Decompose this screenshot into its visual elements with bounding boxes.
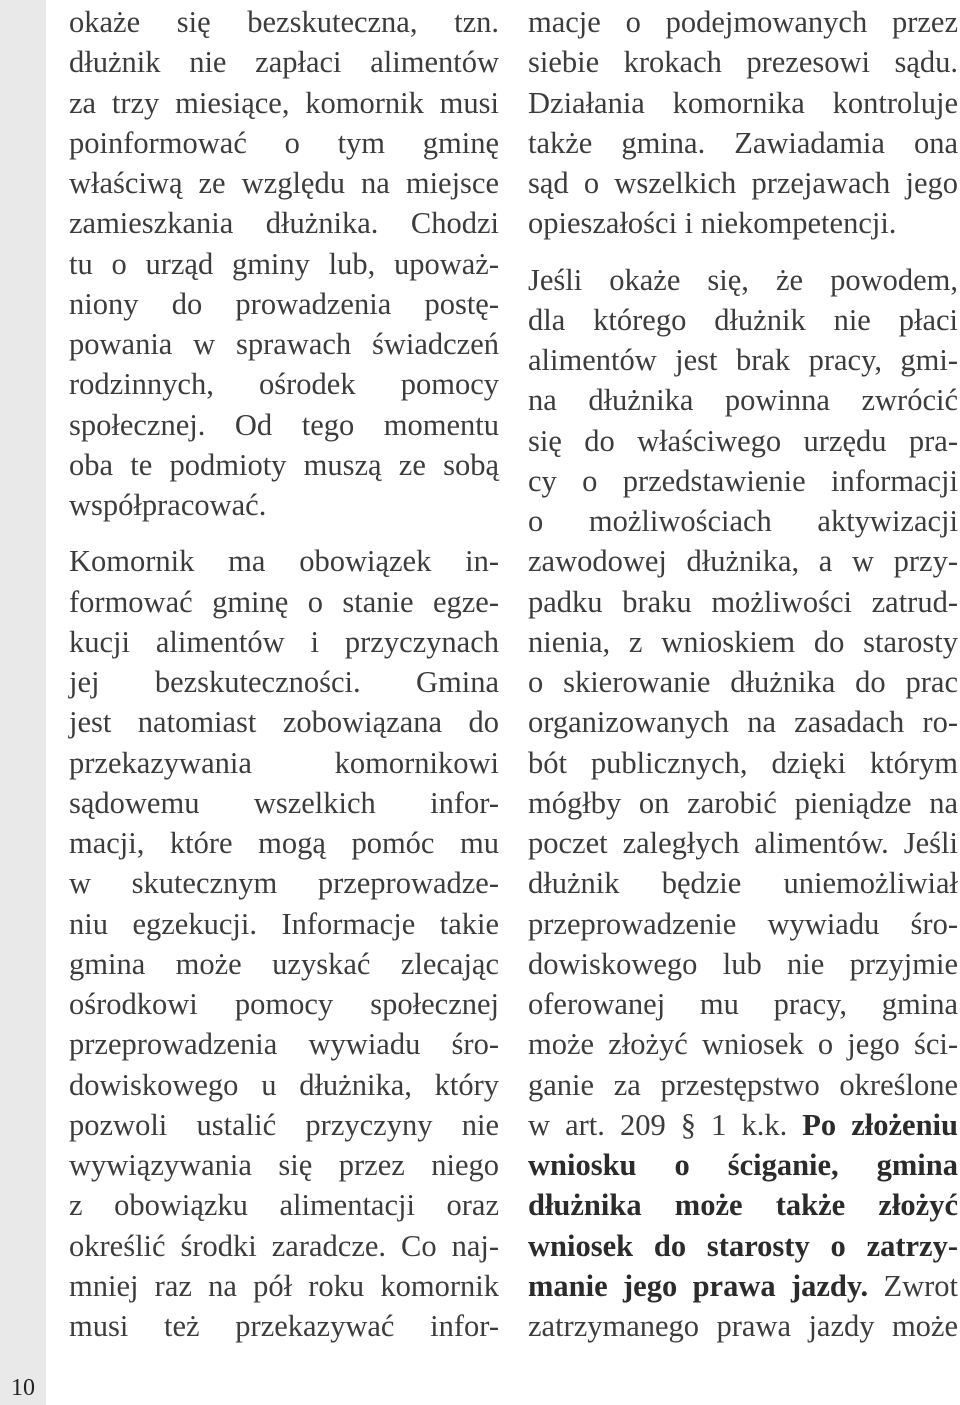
text-segment: w art. 209 § 1 k.k. bbox=[528, 1107, 788, 1142]
text-line: powania w sprawach świadczeń bbox=[69, 327, 499, 361]
bold-text: dłużnika może także złożyć bbox=[528, 1188, 958, 1223]
text-line: dłużnik będzie uniemożliwiał bbox=[528, 866, 958, 901]
right-text-column bbox=[528, 2, 958, 1346]
page-margin-strip bbox=[0, 0, 46, 1405]
text-line: przeprowadzenia wywiadu śro- bbox=[69, 1027, 499, 1062]
text-line: pozwoli ustalić przyczyny nie bbox=[69, 1107, 499, 1142]
text-line: dłużnik nie zapłaci alimentów bbox=[69, 45, 499, 80]
text-line bbox=[528, 1185, 958, 1225]
text-line: wywiązywania się przez niego bbox=[69, 1148, 499, 1182]
text-line: cy o przedstawienie informacji bbox=[528, 463, 958, 498]
text-line: macje o podejmowanych przez bbox=[528, 5, 958, 39]
text-line bbox=[528, 1226, 958, 1266]
text-line: ośrodkowi pomocy społecznej bbox=[69, 987, 499, 1021]
text-line: musi też przekazywać infor- bbox=[69, 1309, 499, 1343]
text-line: przekazywania komornikowi bbox=[69, 745, 499, 780]
text-line: zamieszkania dłużnika. Chodzi bbox=[69, 206, 499, 241]
text-line: mógłby on zarobić pieniądze na bbox=[528, 785, 958, 820]
text-line: dowiskowego u dłużnika, który bbox=[69, 1067, 499, 1102]
text-line: nienia, z wnioskiem do starosty bbox=[528, 624, 958, 659]
left-text-column bbox=[69, 2, 499, 1346]
text-line: dla którego dłużnik nie płaci bbox=[528, 302, 958, 337]
text-line: zatrzymanego prawa jazdy może bbox=[528, 1309, 958, 1343]
text-line: rodzinnych, ośrodek pomocy bbox=[69, 367, 499, 402]
text-line: społecznej. Od tego momentu bbox=[69, 407, 499, 442]
text-line: za trzy miesiące, komornik musi bbox=[69, 85, 499, 120]
text-line: Działania komornika kontroluje bbox=[528, 85, 958, 120]
text-line: w skutecznym przeprowadze- bbox=[69, 866, 499, 901]
text-line bbox=[528, 1266, 958, 1306]
text-line: dowiskowego lub nie przyjmie bbox=[528, 946, 958, 981]
text-line: o skierowanie dłużnika do prac bbox=[528, 665, 958, 699]
text-line: właściwą ze względu na miejsce bbox=[69, 166, 499, 200]
text-line: się do właściwego urzędu pra- bbox=[528, 423, 958, 458]
text-line: ganie za przestępstwo określone bbox=[528, 1067, 958, 1102]
text-line: bót publicznych, dzięki którym bbox=[528, 745, 958, 780]
text-line: tu o urząd gminy lub, upoważ- bbox=[69, 246, 499, 281]
text-line: sądowemu wszelkich infor- bbox=[69, 785, 499, 820]
text-line: niu egzekucji. Informacje takie bbox=[69, 906, 499, 941]
page-number: 10 bbox=[11, 1375, 35, 1401]
text-line: padku braku możliwości zatrud- bbox=[528, 584, 958, 619]
text-line: siebie krokach prezesowi sądu. bbox=[528, 45, 958, 80]
text-line: jest natomiast zobowiązana do bbox=[69, 705, 499, 740]
text-line: okaże się bezskuteczna, tzn. bbox=[69, 5, 499, 39]
text-line: może złożyć wniosek o jego ści- bbox=[528, 1027, 958, 1062]
text-segment: Zwrot bbox=[883, 1268, 958, 1303]
text-line: oba te podmioty muszą ze sobą bbox=[69, 447, 499, 482]
text-line bbox=[528, 1145, 958, 1185]
text-line: poczet zaległych alimentów. Jeśli bbox=[528, 826, 958, 860]
text-line: opieszałości i niekompetencji. bbox=[528, 206, 897, 241]
text-line: współpracować. bbox=[69, 488, 267, 522]
text-line: oferowanej mu pracy, gmina bbox=[528, 987, 958, 1021]
text-line: kucji alimentów i przyczynach bbox=[69, 624, 499, 659]
text-line: na dłużnika powinna zwrócić bbox=[528, 383, 958, 418]
text-line: o możliwościach aktywizacji bbox=[528, 504, 958, 538]
text-line: organizowanych na zasadach ro- bbox=[528, 705, 958, 740]
text-line: jej bezskuteczności. Gmina bbox=[69, 665, 499, 699]
text-line: macji, które mogą pomóc mu bbox=[69, 826, 499, 860]
text-line: Komornik ma obowiązek in- bbox=[69, 544, 499, 579]
paragraph bbox=[528, 260, 958, 1347]
text-line: przeprowadzenie wywiadu śro- bbox=[528, 906, 958, 941]
text-line: zawodowej dłużnika, a w przy- bbox=[528, 544, 958, 579]
text-line: alimentów jest brak pracy, gmi- bbox=[528, 343, 958, 377]
paragraph bbox=[69, 2, 499, 525]
paragraph bbox=[69, 541, 499, 1346]
bold-text: manie jego prawa jazdy. bbox=[528, 1268, 869, 1303]
text-line: mniej raz na pół roku komornik bbox=[69, 1268, 499, 1303]
text-line: formować gminę o stanie egze- bbox=[69, 584, 499, 619]
text-line bbox=[528, 1105, 958, 1145]
paragraph bbox=[528, 2, 958, 244]
bold-text: Po złożeniu bbox=[802, 1107, 958, 1142]
text-line: sąd o wszelkich przejawach jego bbox=[528, 166, 958, 200]
text-line: określić środki zaradcze. Co naj- bbox=[69, 1228, 499, 1263]
text-line: z obowiązku alimentacji oraz bbox=[69, 1188, 499, 1223]
text-line: także gmina. Zawiadamia ona bbox=[528, 125, 958, 160]
text-line: niony do prowadzenia postę- bbox=[69, 286, 499, 321]
text-line: gmina może uzyskać zlecając bbox=[69, 946, 499, 981]
bold-text: wniosek do starosty o zatrzy- bbox=[528, 1228, 958, 1263]
text-line: poinformować o tym gminę bbox=[69, 125, 499, 160]
text-line: Jeśli okaże się, że powodem, bbox=[528, 262, 958, 297]
bold-text: wniosku o ściganie, gmina bbox=[528, 1148, 958, 1182]
